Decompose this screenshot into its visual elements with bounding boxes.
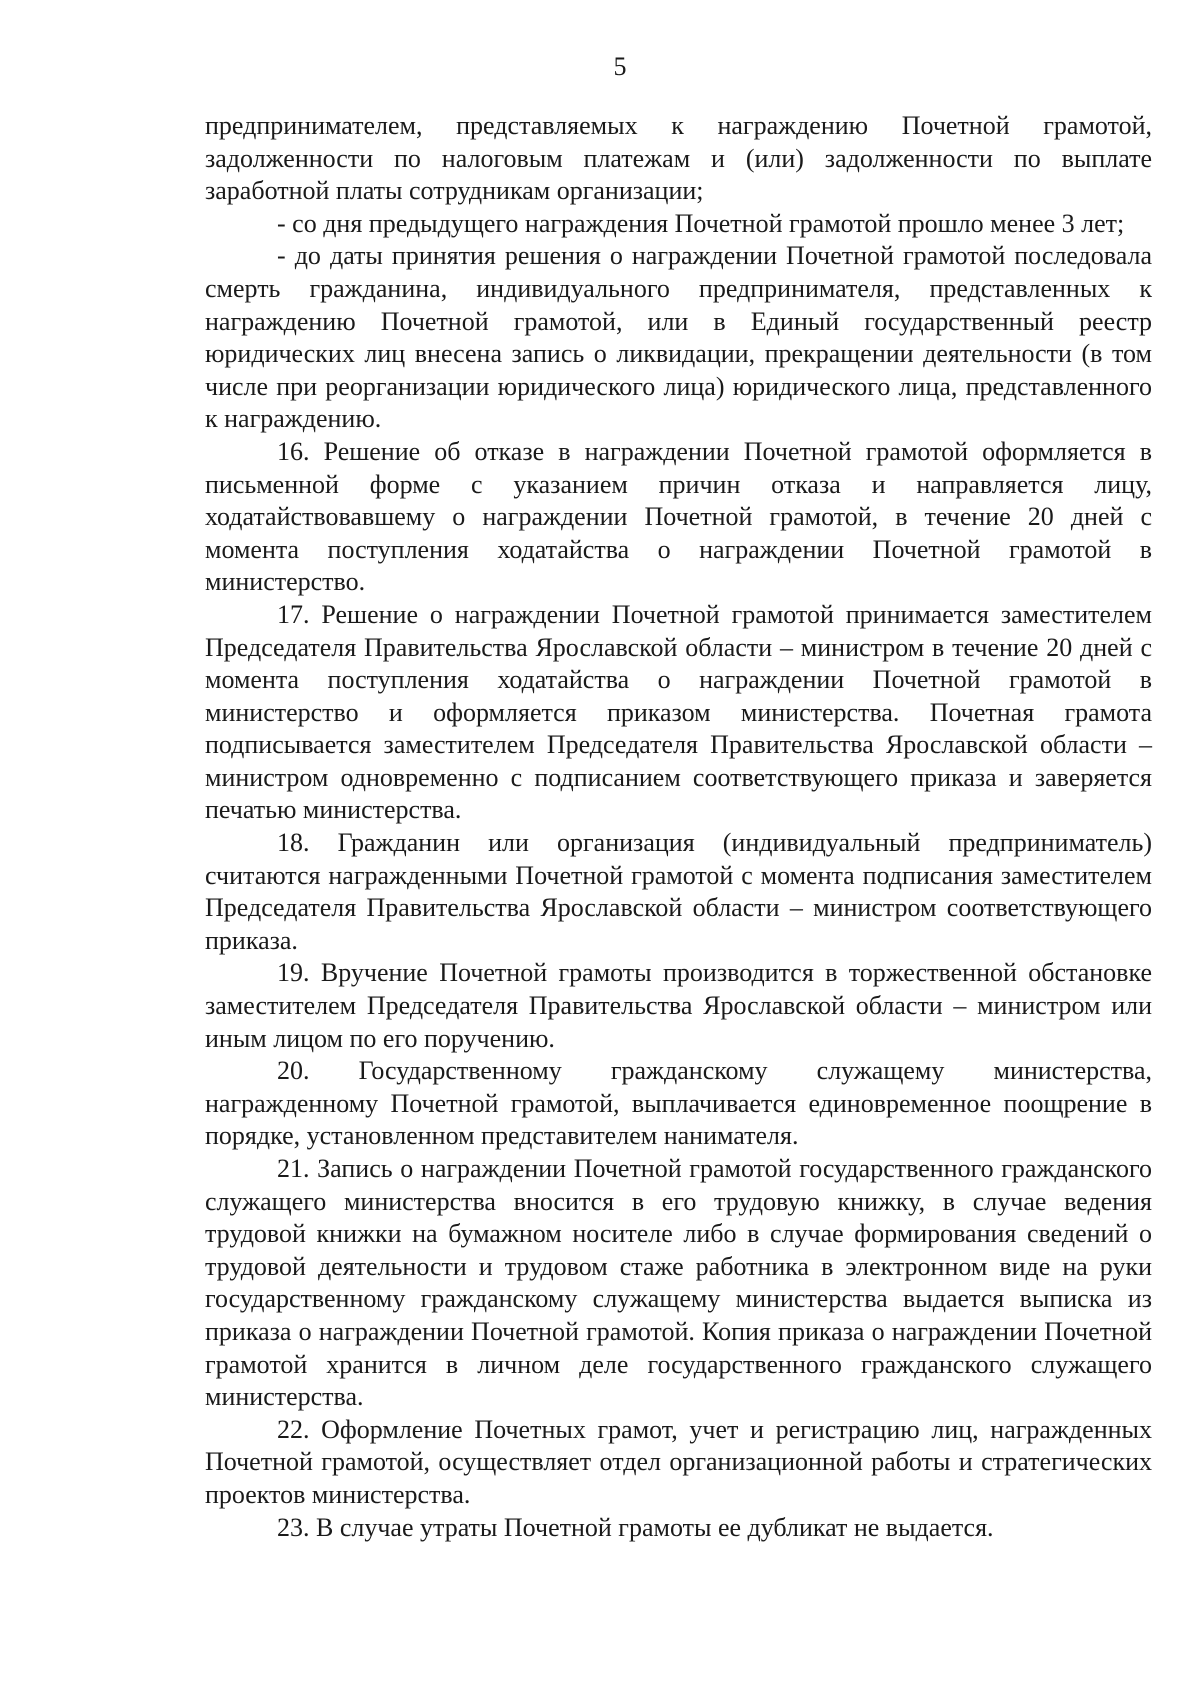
paragraph-20: 20. Государственному гражданскому служащему министерства, награжденному Почетной грамотой, выплачивается единовременное поощрение в порядке, установленном представителем нанимателя. [205, 1056, 1152, 1151]
paragraph-22: 22. Оформление Почетных грамот, учет и регистрацию лиц, награжденных Почетной грамотой, осуществляет отдел организационной работы и стратегических проектов министерства. [205, 1414, 1152, 1509]
paragraph-23: 23. В случае утраты Почетной грамоты ее дубликат не выдается. [277, 1512, 994, 1542]
paragraph-16: 16. Решение об отказе в награждении Почетной грамотой оформляется в письменной форме с указанием причин отказа и направляется лицу, ходатайствовавшему о награждении Почетной грамотой, в течение 20 дней с момента поступления ходатайства о награждении Почетной грамотой в министерство. [205, 436, 1152, 597]
paragraph-continuation: предпринимателем, представляемых к награждению Почетной грамотой, задолженности по налоговым платежам и (или) задолженности по выплате заработной платы сотрудникам организации; [205, 111, 1152, 206]
paragraph-19: 19. Вручение Почетной грамоты производится в торжественной обстановке заместителем Председателя Правительства Ярославской области – министром или иным лицом по его поручению. [205, 958, 1152, 1053]
document-body [205, 110, 1152, 1544]
page-number: 5 [613, 52, 627, 81]
paragraph-item-prior-award: - со дня предыдущего награждения Почетной грамотой прошло менее 3 лет; [277, 208, 1125, 238]
paragraph-17: 17. Решение о награждении Почетной грамотой принимается заместителем Председателя Правительства Ярославской области – министром в течение 20 дней с момента поступления ходатайства о награждении Почетной грамотой в министерство и оформляется приказом министерства. Почетная грамота подписывается заместителем Председателя Правительства Ярославской области – министром одновременно с подписанием соответствующего приказа и заверяется печатью министерства. [205, 599, 1152, 825]
paragraph-item-death-liquidation: - до даты принятия решения о награждении Почетной грамотой последовала смерть гражданина, индивидуального предпринимателя, представленных к награждению Почетной грамотой, или в Единый государственный реестр юридических лиц внесена запись о ликвидации, прекращении деятельности (в том числе при реорганизации юридического лица) юридического лица, представленного к награждению. [205, 241, 1152, 434]
paragraph-18: 18. Гражданин или организация (индивидуальный предприниматель) считаются награжденными Почетной грамотой с момента подписания заместителем Председателя Правительства Ярославской области – министром соответствующего приказа. [205, 828, 1152, 955]
paragraph-21: 21. Запись о награждении Почетной грамотой государственного гражданского служащего министерства вносится в его трудовую книжку, в случае ведения трудовой книжки на бумажном носителе либо в случае формирования сведений о трудовой деятельности и трудовом стаже работника в электронном виде на руки государственному гражданскому служащему министерства выдается выписка из приказа о награждении Почетной грамотой. Копия приказа о награждении Почетной грамотой хранится в личном деле государственного гражданского служащего министерства. [205, 1154, 1152, 1412]
